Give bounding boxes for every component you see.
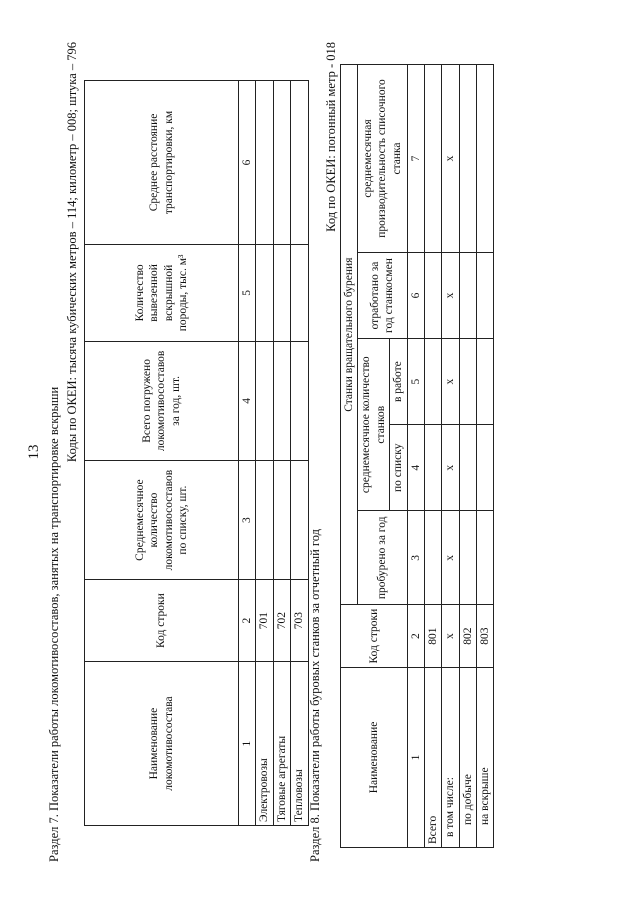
header-worked: отработано за год станкосмен: [358, 252, 407, 338]
header-code: Код строки: [341, 605, 408, 668]
data-cell: [424, 65, 441, 253]
data-cell: x: [442, 339, 459, 425]
data-cell: [424, 252, 441, 338]
header-name: Наименование: [341, 667, 408, 847]
table-row: [424, 65, 441, 848]
row-code: 702: [273, 580, 290, 662]
table-row: [273, 81, 290, 826]
col-number: 4: [407, 425, 424, 511]
row-name: Тяговые агрегаты: [273, 662, 290, 826]
col-number: 1: [239, 662, 256, 826]
row-name: на вскрыше: [477, 667, 494, 847]
data-cell: [291, 244, 308, 341]
row-code: 803: [477, 605, 494, 668]
header-group: Станки вращательного бурения: [341, 65, 358, 605]
header-in-work: в работе: [390, 339, 407, 425]
col-number: 5: [239, 244, 256, 341]
row-name: Тепловозы: [291, 662, 308, 826]
data-cell: [273, 244, 290, 341]
section7-table: [84, 80, 309, 826]
data-cell: [273, 341, 290, 460]
data-cell: [477, 252, 494, 338]
data-cell: [291, 341, 308, 460]
col-number: 5: [407, 339, 424, 425]
col-number: 1: [407, 667, 424, 847]
data-cell: [291, 81, 308, 245]
row-name: Всего: [424, 667, 441, 847]
section8-title: Раздел 8. Показатели работы буровых станков за отчетный год: [308, 529, 322, 862]
data-cell: [459, 252, 476, 338]
data-cell: [477, 511, 494, 605]
data-cell: [424, 425, 441, 511]
header-avg-count: Среднемесячное количество локомотивосоставов по списку, шт.: [85, 460, 239, 579]
row-code: 701: [256, 580, 273, 662]
table-row: [256, 81, 273, 826]
row-name: Электровозы: [256, 662, 273, 826]
header-by-list: по списку: [390, 425, 407, 511]
data-cell: x: [442, 511, 459, 605]
data-cell: [273, 81, 290, 245]
header-removed: Количество вывезенной вскрышной породы, тыс. м³: [85, 244, 239, 341]
section8-number-row: [407, 65, 424, 848]
header-code: Код строки: [85, 580, 239, 662]
table-row: [291, 81, 308, 826]
section7-title: Раздел 7. Показатели работы локомотивосоставов, занятых на транспортировке вскрыши: [47, 386, 61, 862]
header-loaded: Всего погружено локомотивосоставов за год, шт.: [85, 341, 239, 460]
row-code: 801: [424, 605, 441, 668]
header-distance: Среднее расстояние транспортировки, км: [85, 81, 239, 245]
table-row: [442, 65, 459, 848]
row-code: 802: [459, 605, 476, 668]
row-name: по добыче: [459, 667, 476, 847]
data-cell: [256, 244, 273, 341]
table-row: [477, 65, 494, 848]
data-cell: [459, 65, 476, 253]
col-number: 2: [407, 605, 424, 668]
data-cell: [459, 339, 476, 425]
data-cell: [256, 81, 273, 245]
row-name: в том числе:: [442, 667, 459, 847]
data-cell: [424, 511, 441, 605]
col-number: 6: [239, 81, 256, 245]
section8-okei-codes: Код по ОКЕИ: погонный метр - 018: [324, 42, 338, 232]
header-avg-group: среднемесячное количество станков: [358, 339, 390, 511]
page-number: 13: [26, 444, 42, 460]
col-number: 3: [407, 511, 424, 605]
header-drilled: пробурено за год: [358, 511, 407, 605]
col-number: 6: [407, 252, 424, 338]
data-cell: x: [442, 252, 459, 338]
data-cell: [477, 339, 494, 425]
row-code: 703: [291, 580, 308, 662]
data-cell: [256, 341, 273, 460]
data-cell: [424, 339, 441, 425]
header-name: Наименование локомотивосостава: [85, 662, 239, 826]
data-cell: [459, 425, 476, 511]
data-cell: [273, 460, 290, 579]
section8-header-row: [341, 65, 358, 848]
section7-header-row: [85, 81, 239, 826]
section7-number-row: [239, 81, 256, 826]
header-productivity: среднемесячная производительность списочного станка: [358, 65, 407, 253]
data-cell: [477, 425, 494, 511]
data-cell: [459, 511, 476, 605]
col-number: 4: [239, 341, 256, 460]
data-cell: [291, 460, 308, 579]
col-number: 2: [239, 580, 256, 662]
section8-table: [340, 64, 494, 848]
row-code: x: [442, 605, 459, 668]
table-row: [459, 65, 476, 848]
data-cell: [477, 65, 494, 253]
col-number: 3: [239, 460, 256, 579]
section7-okei-codes: Коды по ОКЕИ: тысяча кубических метров – 114; километр – 008; штука – 796: [65, 42, 79, 463]
col-number: 7: [407, 65, 424, 253]
data-cell: [256, 460, 273, 579]
rotated-content: [20, 22, 620, 882]
data-cell: x: [442, 425, 459, 511]
data-cell: x: [442, 65, 459, 253]
